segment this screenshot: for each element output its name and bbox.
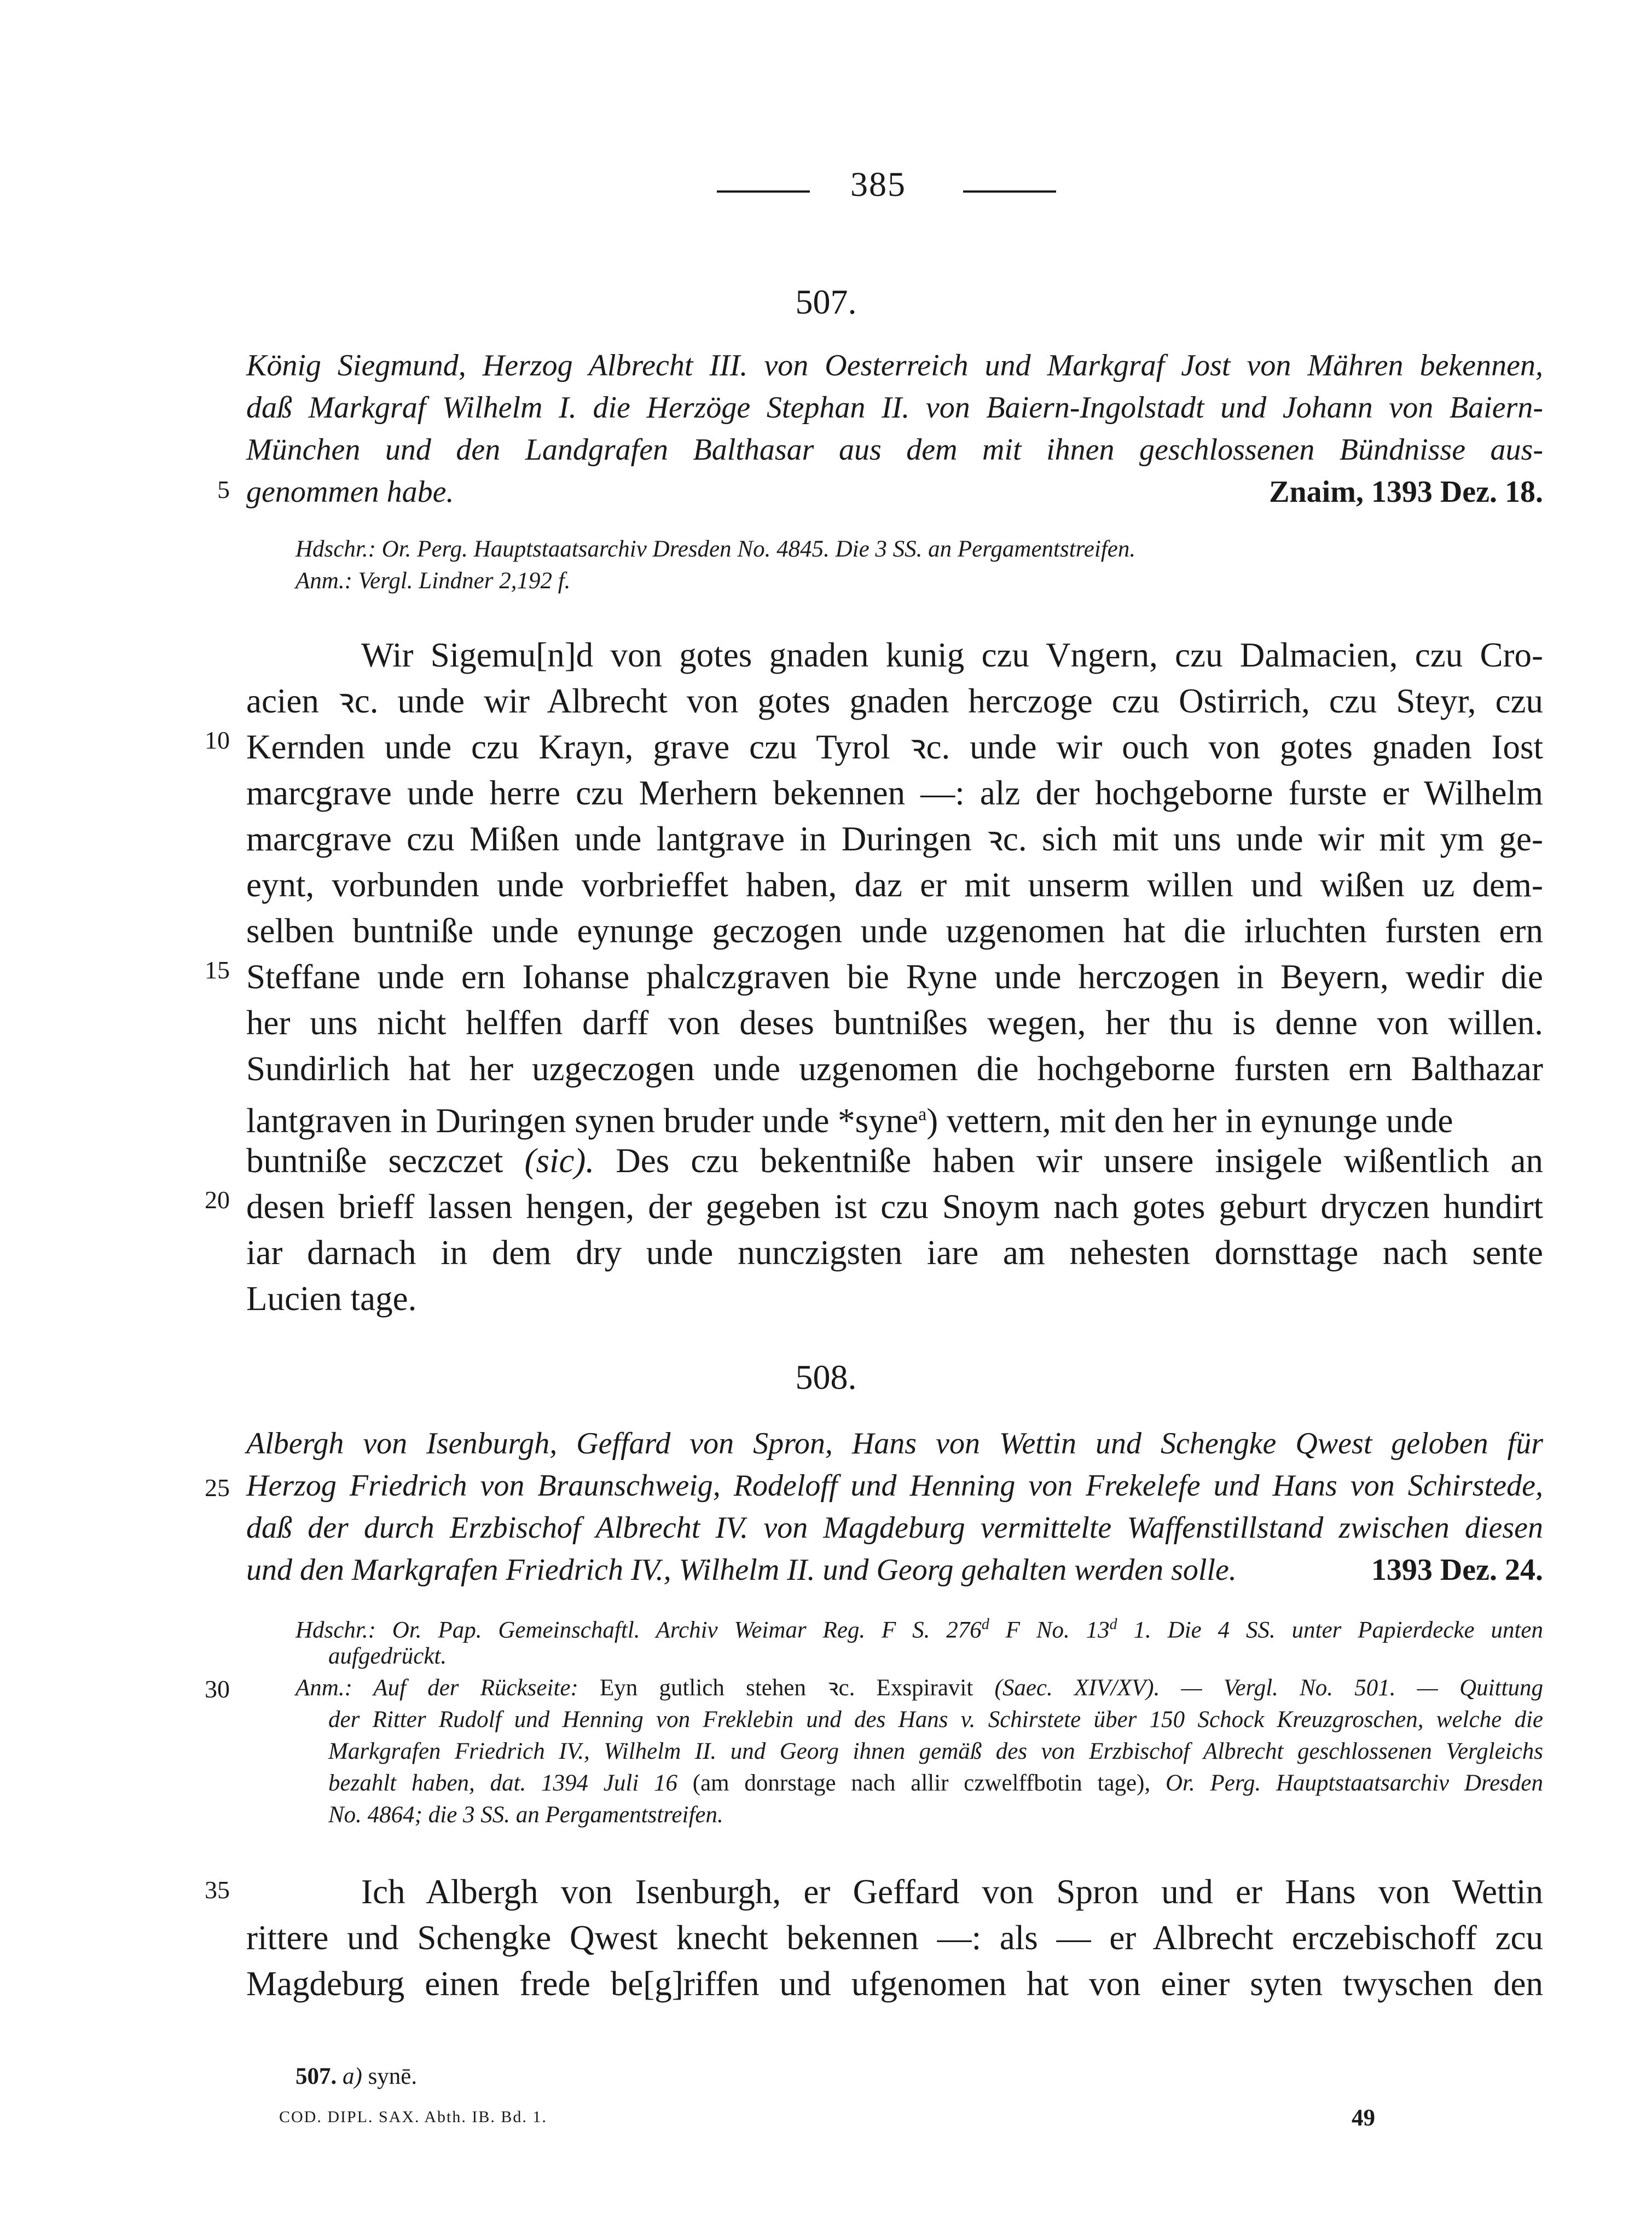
regest-line-with-date [246, 1549, 1543, 1591]
regest-line: König Siegmund, Herzog Albrecht III. von Oesterreich und Markgraf Jost von Mähren bekennen, [246, 349, 1543, 383]
text-line: iar darnach in dem dry unde nunczigsten iare am nehesten dornsttage nach sente [246, 1233, 1543, 1272]
manuscript-note: Hdschr.: Or. Perg. Hauptstaatsarchiv Dresden No. 4845. Die 3 SS. an Pergamentstreifen. [295, 536, 1136, 562]
regest-line-with-date [246, 471, 1543, 513]
text-line: Ich Albergh von Isenburgh, er Geffard von Spron und er Hans von Wettin [361, 1873, 1543, 1911]
text-line: Lucien tage. [246, 1279, 417, 1318]
text-line: Magdeburg einen frede be[g]riffen und ufgenomen hat von einer syten twyschen den [246, 1965, 1543, 2003]
manuscript-note-cont: aufgedrückt. [328, 1643, 447, 1669]
header-rule-right [963, 190, 1056, 193]
annotation-note-cont: Markgrafen Friedrich IV., Wilhelm II. und Georg ihnen gemäß des von Erzbischof Albrecht geschlossenen Vergleichs [328, 1739, 1543, 1764]
bibliographic-signature: COD. DIPL. SAX. Abth. IB. Bd. 1. [279, 2108, 547, 2126]
text-line: acien ꝛc. unde wir Albrecht von gotes gnaden herczoge czu Ostirrich, czu Steyr, czu [246, 682, 1543, 720]
text-line: selben buntniße unde eynunge geczogen unde uzgenomen hat die irluchten fursten ern [246, 912, 1543, 950]
sic-note: (sic). [524, 1142, 595, 1180]
text-line: lantgraven in Duringen synen bruder unde *syne$^a$) vettern, mit den her in eynunge unde [246, 1102, 1453, 1140]
notes-508 [295, 1609, 1543, 1831]
document-date: 1393 Dez. 24. [1371, 1553, 1543, 1587]
regest-line: genommen habe. [246, 475, 454, 509]
text-line: Kernden unde czu Krayn, grave czu Tyrol ꝛc. unde wir ouch von gotes gnaden Iost [246, 728, 1543, 766]
annotation-note-cont: der Ritter Rudolf und Henning von Freklebin und des Hans v. Schirstete über 150 Schock Kreuzgroschen, welche die [328, 1707, 1543, 1733]
regest-508 [246, 1423, 1543, 1591]
text-line: Steffane unde ern Iohanse phalczgraven bie Ryne unde herczogen in Beyern, wedir die [246, 958, 1543, 996]
margin-line-number: 5 [217, 476, 230, 503]
margin-line-number: 35 [205, 1876, 230, 1904]
footnote [295, 2063, 417, 2090]
regest-line: daß der durch Erzbischof Albrecht IV. von Magdeburg vermittelte Waffenstillstand zwischen diesen [246, 1511, 1543, 1545]
regest-line: daß Markgraf Wilhelm I. die Herzöge Stephan II. von Baiern-Ingolstadt und Johann von Baiern- [246, 391, 1543, 425]
regest-line: Albergh von Isenburgh, Geffard von Spron, Hans von Wettin und Schengke Qwest geloben für [246, 1427, 1543, 1461]
regest-507 [246, 345, 1543, 513]
text-line: rittere und Schengke Qwest knecht bekennen —: als — er Albrecht erczebischoff zcu [246, 1919, 1543, 1957]
sheet-number: 49 [1352, 2105, 1375, 2131]
text-line: Wir Sigemu[n]d von gotes gnaden kunig czu Vngern, czu Dalmacien, czu Cro- [361, 636, 1543, 674]
annotation-note: Anm.: Vergl. Lindner 2,192 f. [295, 568, 571, 594]
running-header [0, 164, 1652, 213]
notes-507 [295, 534, 1543, 597]
manuscript-note: Hdschr.: Or. Pap. Gemeinschaftl. Archiv Weimar Reg. F S. 276$^d$ F No. 13$^d$ 1. Die 4 SS. unter Papierdecke unten [295, 1616, 1543, 1643]
text-508 [246, 1869, 1543, 2007]
margin-line-number: 10 [205, 726, 230, 754]
annotation-note-cont: No. 4864; die 3 SS. an Pergamentstreifen. [328, 1802, 723, 1828]
document-number-508: 508. [795, 1358, 857, 1397]
footnote-label: 507. [295, 2064, 337, 2089]
header-rule-left [717, 190, 810, 193]
footnote-text: synē. [368, 2064, 418, 2089]
text-507 [246, 632, 1543, 1322]
margin-line-number: 30 [205, 1675, 230, 1703]
page-number: 385 [850, 165, 906, 204]
text-line: marcgrave czu Mißen unde lantgrave in Duringen ꝛc. sich mit uns unde wir mit ym ge- [246, 820, 1543, 858]
margin-line-number: 25 [205, 1474, 230, 1502]
text-line: desen brieff lassen hengen, der gegeben ist czu Snoym nach gotes geburt dryczen hundirt [246, 1187, 1543, 1226]
regest-line: und den Markgrafen Friedrich IV., Wilhelm II. und Georg gehalten werden solle. [246, 1553, 1237, 1587]
text-line: eynt, vorbunden unde vorbrieffet haben, daz er mit unserm willen und wißen uz dem- [246, 866, 1543, 904]
text-line: marcgrave unde herre czu Merhern bekennen —: alz der hochgeborne furste er Wilhelm [246, 774, 1543, 812]
annotation-note-cont: bezahlt haben, dat. 1394 Juli 16 (am donrstage nach allir czwelffbotin tage), Or. Perg. Hauptstaatsarchiv Dresden [328, 1770, 1543, 1796]
document-date: Znaim, 1393 Dez. 18. [1269, 475, 1543, 509]
annotation-note: Anm.: Auf der Rückseite: Eyn gutlich stehen ꝛc. Exspiravit (Saec. XIV/XV). — Vergl. No. 501. — Quittung [295, 1675, 1544, 1701]
footnote-marker: a) [343, 2064, 362, 2089]
text-line: her uns nicht helffen darff von deses buntnißes wegen, her thu is denne von willen. [246, 1004, 1543, 1042]
text-line: Sundirlich hat her uzgeczogen unde uzgenomen die hochgeborne fursten ern Balthazar [246, 1050, 1543, 1088]
regest-line: Herzog Friedrich von Braunschweig, Rodeloff und Henning von Frekelefe und Hans von Schirstede, [246, 1469, 1543, 1503]
footnote-marker: a [918, 1104, 927, 1125]
margin-line-number: 20 [205, 1186, 230, 1214]
margin-line-number: 15 [205, 956, 230, 984]
text-line: buntniße seczczet (sic). Des czu bekentniße haben wir unsere insigele wißentlich an [246, 1142, 1543, 1180]
regest-line: München und den Landgrafen Balthasar aus dem mit ihnen geschlossenen Bündnisse aus- [246, 433, 1543, 467]
document-number-507: 507. [795, 282, 857, 321]
